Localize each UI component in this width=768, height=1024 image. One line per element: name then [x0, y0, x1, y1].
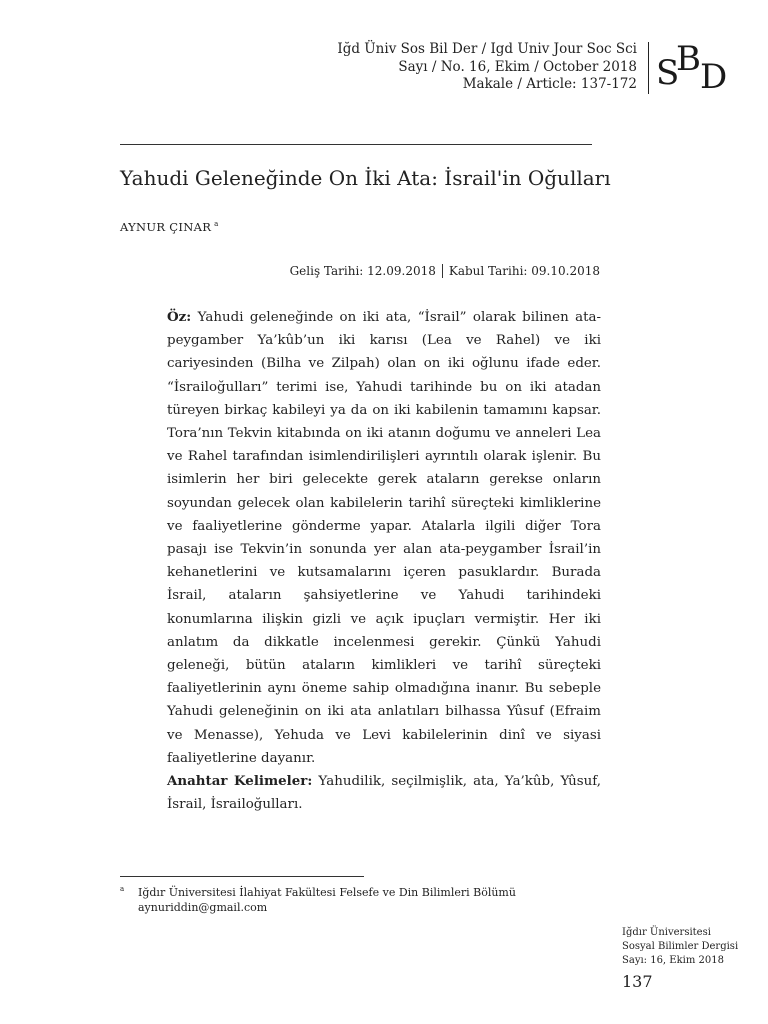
journal-name: Iğd Üniv Sos Bil Der / Igd Univ Jour Soc Sci — [337, 41, 637, 57]
svg-text:D: D — [700, 57, 728, 96]
article-pages: Makale / Article: 137-172 — [462, 76, 637, 92]
page-number: 137 — [622, 972, 653, 991]
abstract-paragraph — [167, 306, 601, 770]
keywords-text: Yahudilik, seçilmişlik, ata, Ya’kûb, Yûsuf, İsrail, İsrailoğulları. — [167, 774, 601, 813]
author-name: AYNUR ÇINAR — [120, 220, 212, 234]
journal-logo — [656, 40, 732, 96]
author-affiliation: Iğdır Üniversitesi İlahiyat Fakültesi Felsefe ve Din Bilimleri Bölümü — [138, 886, 516, 899]
author-footnote-mark: a — [214, 220, 219, 228]
date-separator — [442, 264, 443, 278]
author-email: aynuriddin@gmail.com — [138, 901, 268, 914]
svg-text:B: B — [676, 40, 701, 79]
journal-issue: Sayı / No. 16, Ekim / October 2018 — [398, 58, 637, 75]
abstract — [167, 306, 601, 816]
footer-issue: Sayı: 16, Ekim 2018 — [622, 955, 724, 966]
article-dates — [290, 264, 600, 278]
journal-footer — [622, 926, 738, 968]
author-line — [120, 220, 219, 234]
abstract-label: Öz: — [167, 309, 192, 325]
keywords-label: Anahtar Kelimeler: — [167, 773, 313, 790]
abstract-text: Yahudi geleneğinde on iki ata, “İsrail” olarak bilinen ata-peygamber Ya’kûb’un iki karısı (Lea ve Rahel) ve iki cariyesinden (Bilha ve Zilpah) olan on iki oğlunu ifade eder. “İsrailoğulları” terimi ise, Yahudi tarihinde bu on iki atadan türeyen birkaç kabileyi ya da on iki kabilenin tamamını kapsar. Tora’nın Tekvin kitabında on iki atanın doğumu ve anneleri Lea ve Rahel tarafından isimlendirilişleri ayrıntılı olarak işlenir. Bu isimlerin her biri gelecekte gerek ataların gerekse onların soyundan gelecek olan kabilelerin tarihî süreçteki kimliklerine ve faaliyetlerine gönderme yapar. Atalarla ilgili diğer Tora pasajı ise Tekvin’in sonunda yer alan ata-peygamber İsrail’in kehanetlerini ve kutsamalarını içeren pasuklardır. Burada İsrail, ataların şahsiyetlerine ve Yahudi tarihindeki konumlarına ilişkin gizli ve açık ipuçları vermiştir. Her iki anlatım da dikkatle incelenmesi gerekir. Çünkü Yahudi geleneği, bütün ataların kimlikleri ve tarihî süreçteki faaliyetlerinin aynı öneme sahip olmadığına inanır. Bu sebeple Yahudi geleneğinin on iki ata anlatıları bilhassa Yûsuf (Efraim ve Menasse), Yehuda ve Levi kabilelerinin dinî ve siyasi faaliyetlerine dayanır. — [167, 310, 601, 766]
logo-divider — [648, 42, 649, 94]
journal-header — [337, 41, 637, 94]
footnote — [120, 885, 580, 915]
footnote-divider — [120, 876, 364, 877]
keywords — [167, 770, 601, 816]
footer-journal: Sosyal Bilimler Dergisi — [622, 941, 739, 952]
svg-text:S: S — [656, 53, 680, 93]
title-divider — [120, 144, 592, 145]
article-title: Yahudi Geleneğinde On İki Ata: İsrail'in Oğulları — [120, 166, 611, 190]
received-date: Geliş Tarihi: 12.09.2018 — [289, 264, 436, 278]
footnote-mark: a — [120, 885, 125, 893]
accepted-date: Kabul Tarihi: 09.10.2018 — [448, 264, 600, 278]
footer-university: Iğdır Üniversitesi — [622, 927, 711, 938]
